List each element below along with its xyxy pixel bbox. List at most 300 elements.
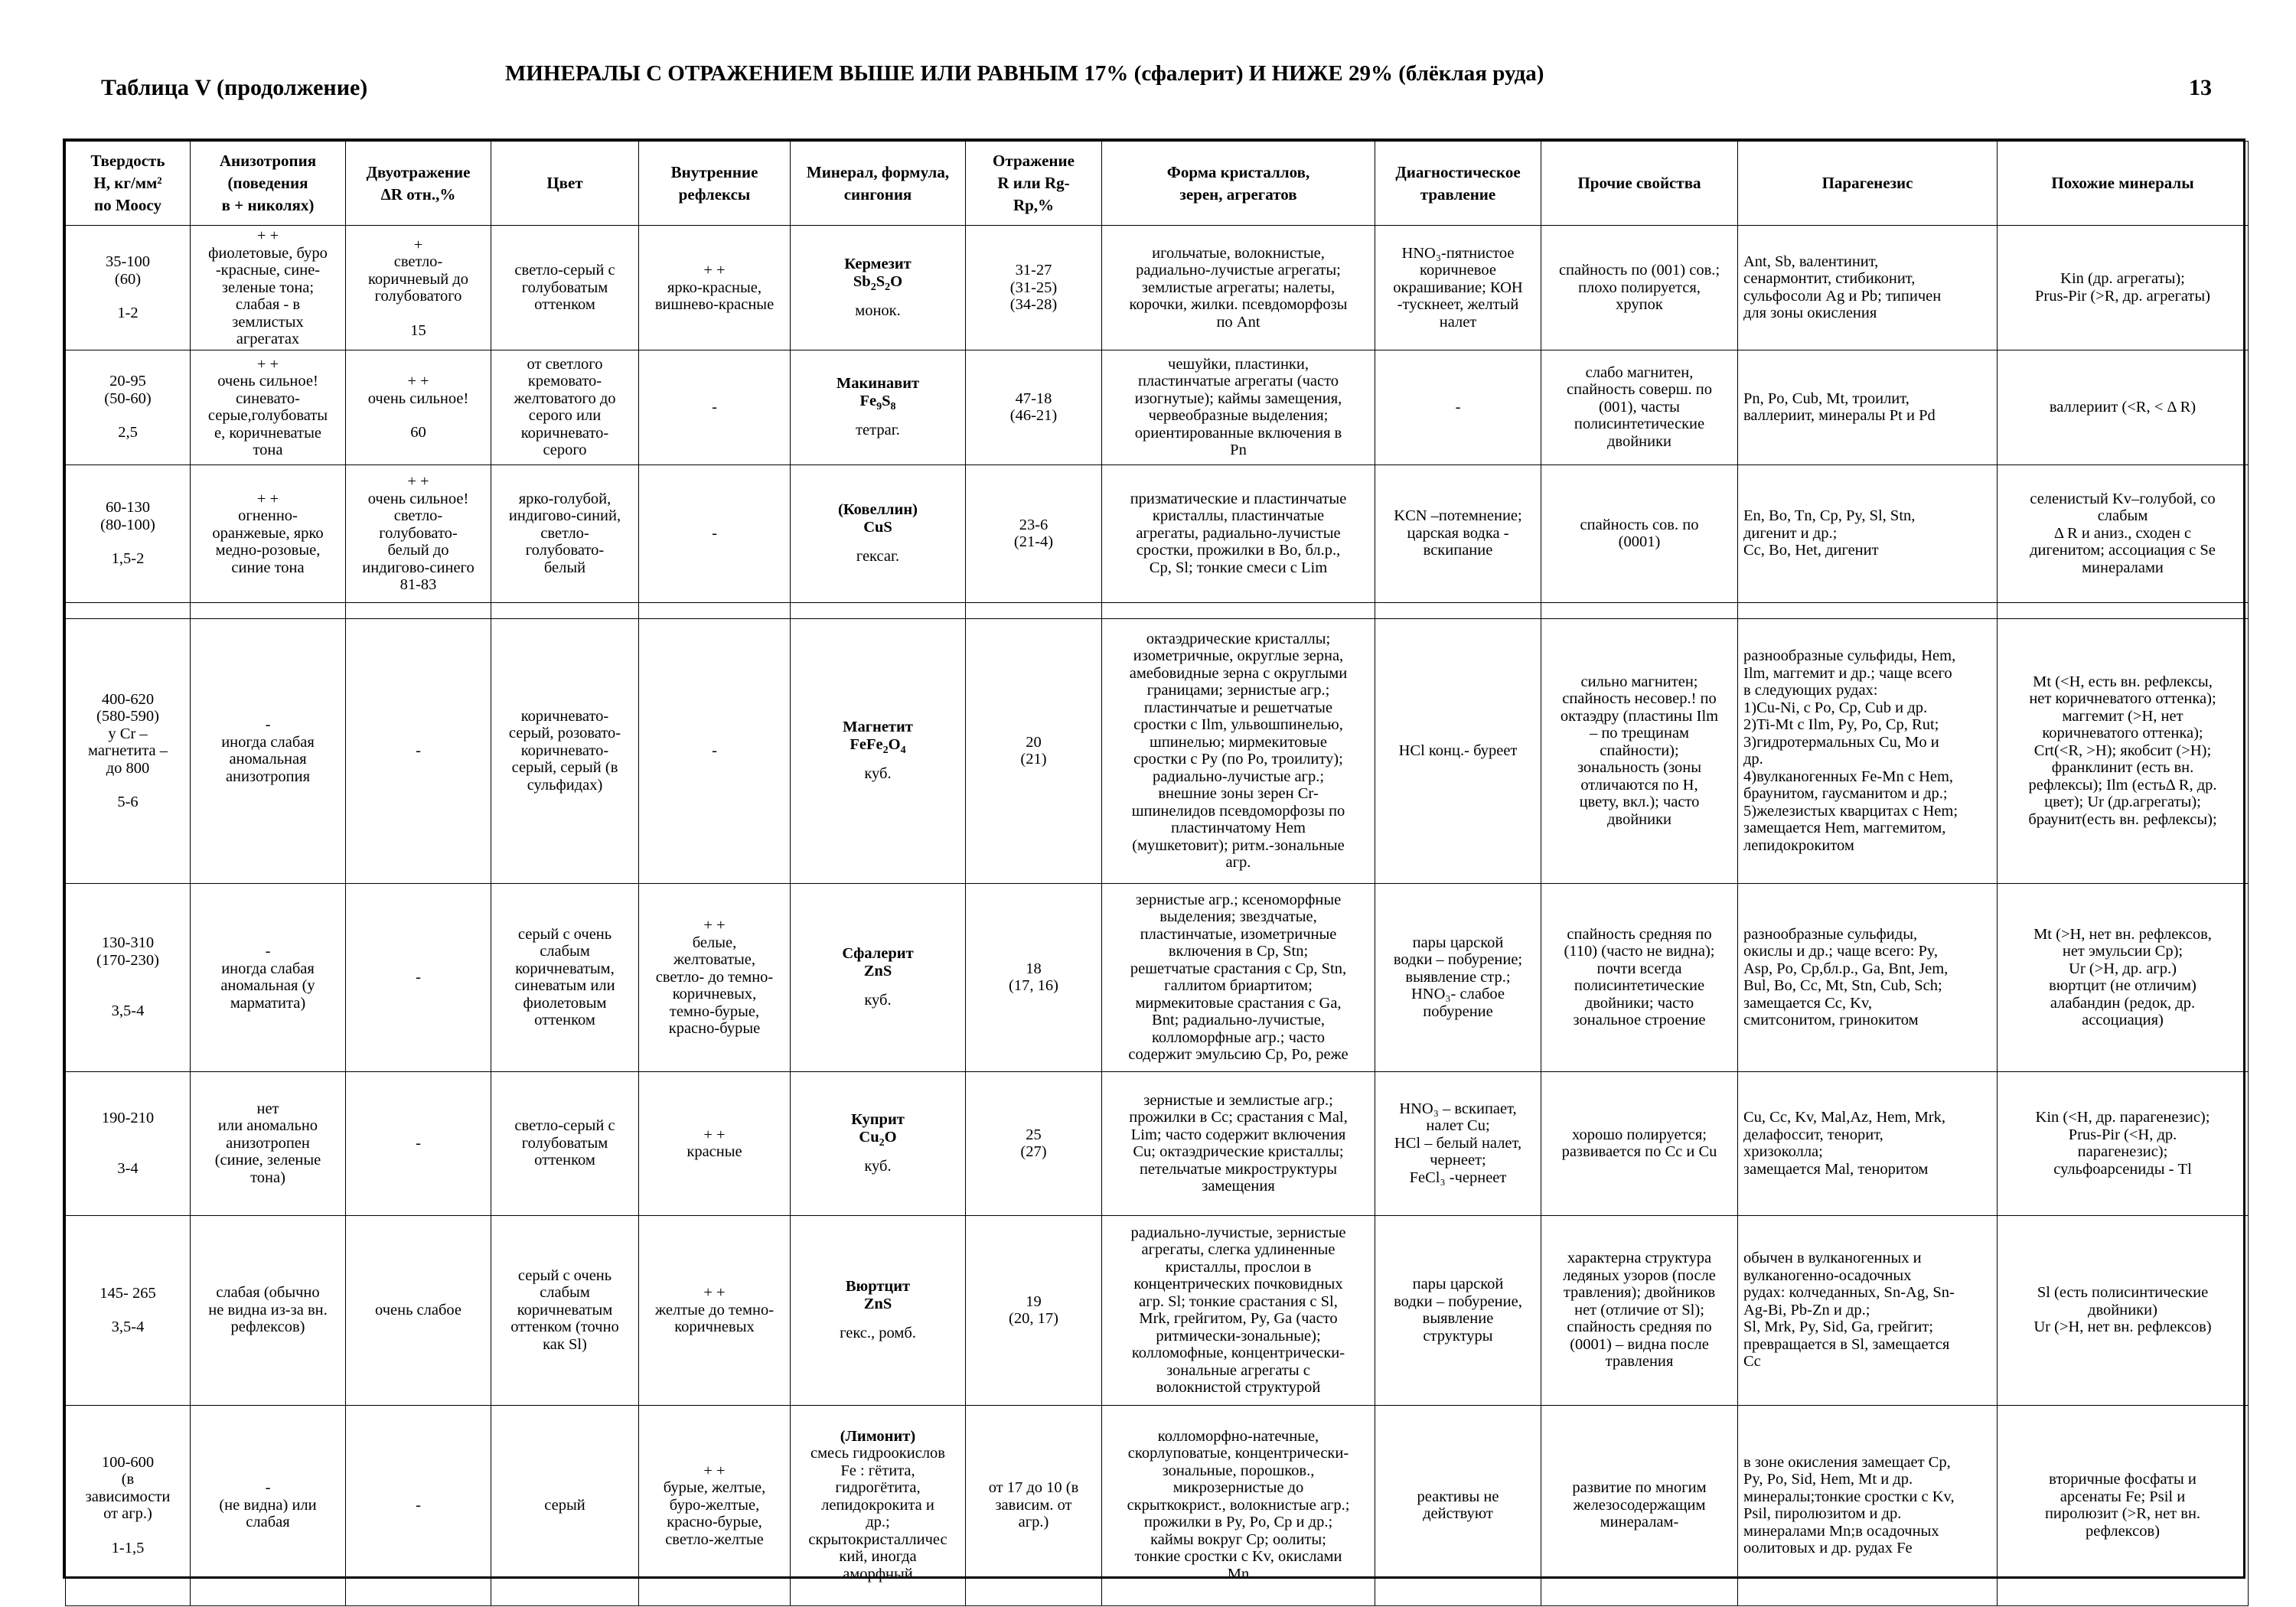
cell-line: -: [712, 742, 717, 759]
cell-line: серый, розовато-: [508, 725, 621, 742]
cell-line: спайности);: [1600, 742, 1679, 759]
cell-paragenesis: [1738, 464, 1998, 602]
cell-line: выделения; звездчатые,: [1159, 908, 1317, 925]
cell-line: серый, серый (в: [511, 759, 618, 777]
cell-line: FeCl₃ -чернеет: [1409, 1169, 1507, 1186]
cell-internal-reflexes: [639, 1405, 791, 1605]
cell-line: (17, 16): [1009, 977, 1058, 994]
cell-line: скрыткокрист., волокнистые агр.;: [1127, 1496, 1350, 1514]
cell-birefringence: [346, 1405, 491, 1605]
cell-line: синевато-: [236, 390, 300, 407]
cell-line: – по трещинам: [1589, 725, 1690, 742]
cell-color: [491, 350, 639, 464]
mineral-name: Вюртцит: [845, 1278, 911, 1296]
cell-line: светло-: [393, 253, 443, 270]
cell-line: франклинит (есть вн.: [2051, 759, 2194, 777]
cell-line: вулканогенно-осадочных: [1743, 1266, 1912, 1284]
cell-line: 20-95: [109, 373, 146, 390]
separator-cell: [1998, 602, 2249, 618]
cell-line: серый с очень: [517, 1266, 612, 1284]
cell-line: ориентированные включения в: [1134, 424, 1342, 442]
cell-line: рефлексы); Ilm (естьΔ R, др.: [2028, 776, 2217, 794]
cell-paragenesis: [1738, 226, 1998, 350]
cell-line: спайность сов. по: [1580, 516, 1699, 533]
cell-line: + +: [703, 1462, 726, 1479]
cell-line: зависим. от: [995, 1496, 1072, 1514]
cell-birefringence: [346, 618, 491, 883]
col-header-etching: [1375, 142, 1541, 226]
cell-line: Py, Po, Sid, Hem, Mt и др.: [1743, 1471, 1913, 1488]
header-line: ΔR отн.,%: [380, 184, 456, 204]
cell-line: 1-1,5: [111, 1539, 145, 1556]
cell-line: чешуйки, пластинки,: [1168, 355, 1309, 373]
cell-reflectance: [966, 618, 1102, 883]
cell-mineral: [791, 1405, 966, 1605]
cell-line: (в: [121, 1471, 135, 1488]
cell-line: замещается Hem, маггемитом,: [1743, 820, 1946, 836]
cell-line: петельчатые микроструктуры: [1139, 1160, 1338, 1178]
cell-line: Ag-Bi, Pb-Zn и др.;: [1743, 1301, 1870, 1319]
mineral-formula: [794, 736, 961, 754]
cell-line: Kin (др. агрегаты);: [2060, 270, 2185, 288]
cell-line: голубовато-: [379, 524, 458, 542]
cell-crystal-form: [1102, 1071, 1375, 1215]
header-line: Похожие минералы: [2051, 174, 2194, 192]
cell-line: минералы;тонкие сростки с Kv,: [1743, 1488, 1955, 1505]
cell-line: в следующих рудах:: [1743, 682, 1878, 699]
cell-line: -: [265, 943, 271, 960]
cell-line: фиолетовые, буро: [208, 244, 328, 262]
cell-line: (60): [114, 270, 142, 288]
cell-line: Sl, Mrk, Py, Sid, Ga, грейгит;: [1743, 1319, 1933, 1336]
cell-line: радиально-лучистые, зернистые: [1130, 1224, 1346, 1241]
cell-line: лепидокрокитом: [1743, 836, 1854, 854]
cell-anisotropy: [191, 618, 346, 883]
cell-line: светло-: [393, 507, 443, 525]
cell-line: желтоватые,: [673, 951, 756, 969]
cell-line: белый до: [387, 542, 449, 559]
cell-line: микрозернистые до: [1172, 1479, 1304, 1497]
cell-line: агр.): [1018, 1514, 1049, 1531]
cell-line: Asp, Po, Cp,бл.р., Ga, Bnt, Jem,: [1743, 960, 1949, 977]
cell-line: рефлексов): [2085, 1522, 2160, 1540]
cell-birefringence: [346, 226, 491, 350]
cell-line: индигово-синего: [362, 559, 475, 576]
cell-line: + +: [256, 355, 279, 373]
cell-line: Cu; октаэдрические кристаллы;: [1133, 1143, 1344, 1160]
cell-birefringence: [346, 464, 491, 602]
cell-line: маггемит (>H, нет: [2062, 707, 2183, 725]
cell-line: зональные, порошков.,: [1162, 1462, 1315, 1479]
cell-line: концентрических почковидных: [1133, 1276, 1343, 1292]
cell-internal-reflexes: [639, 618, 791, 883]
cell-mineral: [791, 883, 966, 1071]
cell-line: 3,5-4: [111, 1319, 145, 1335]
spacer: [70, 1143, 186, 1160]
cell-line: (21): [1020, 751, 1047, 768]
cell-line: иногда слабая: [221, 733, 315, 751]
header-line: в + николях): [221, 196, 315, 214]
cell-line: смитсонитом, гринокитом: [1743, 1012, 1919, 1028]
cell-line: голубоватым: [521, 279, 608, 296]
header-line: Внутренние: [670, 162, 758, 181]
cell-crystal-form: [1102, 226, 1375, 350]
cell-line: (80-100): [100, 516, 155, 533]
cell-line: 35-100: [105, 253, 151, 270]
cell-line: коричневых,: [672, 986, 757, 1003]
cell-line: структуры: [1423, 1327, 1493, 1345]
cell-line: браунит(есть вн. рефлексы);: [2028, 810, 2217, 828]
cell-line: анизотропия: [225, 768, 311, 785]
table-row: [66, 350, 2249, 464]
cell-line: Bnt; радиально-лучистые,: [1152, 1012, 1325, 1028]
cell-color: [491, 1405, 639, 1605]
cell-line: ярко-красные,: [667, 279, 762, 296]
mineral-description: смесь гидроокислов: [810, 1445, 945, 1462]
cell-line: -: [712, 398, 717, 416]
cell-line: внешние зоны зерен Cr-: [1158, 785, 1319, 802]
mineral-name: Сфалерит: [842, 945, 914, 963]
cell-line: 1,5-2: [111, 550, 145, 568]
cell-crystal-form: [1102, 1215, 1375, 1405]
cell-line: 5)железистых кварцитах с Hem;: [1743, 802, 1958, 820]
cell-line: водки – побурение;: [1393, 951, 1523, 969]
col-header-mineral: [791, 142, 966, 226]
formula-element: S: [876, 272, 885, 290]
cell-line: + +: [703, 1126, 726, 1143]
spacer: [70, 288, 186, 305]
cell-color: [491, 883, 639, 1071]
cell-line: пластинчатые, изометричные: [1140, 925, 1337, 943]
cell-line: дигенитом; ассоциация с Se: [2030, 542, 2216, 559]
cell-line: полисинтетические: [1574, 977, 1705, 994]
cell-line: зональные агрегаты с: [1166, 1361, 1310, 1379]
cell-birefringence: [346, 1071, 491, 1215]
cell-line: границами; зернистые агр.;: [1146, 682, 1330, 699]
cell-line: замещения: [1202, 1178, 1275, 1195]
cell-line: слабым: [540, 1284, 590, 1302]
cell-reflectance: [966, 226, 1102, 350]
cell-line: Pn: [1230, 442, 1247, 458]
cell-line: шпинелидов псевдоморфозы по: [1131, 802, 1345, 820]
separator-cell: [191, 602, 346, 618]
cell-line: др.: [1743, 751, 1763, 768]
cell-line: минералами Mn;в осадочных: [1743, 1522, 1939, 1540]
cell-line: 60-130: [105, 499, 151, 517]
cell-internal-reflexes: [639, 1071, 791, 1215]
formula-element: CuS: [863, 518, 892, 536]
crystal-system: гексаг.: [856, 548, 900, 566]
cell-line: отличаются по Н,: [1580, 776, 1698, 794]
cell-line: почти всегда: [1596, 960, 1682, 977]
cell-color: [491, 618, 639, 883]
cell-line: сростки с Ilm, ульвошпинелью,: [1133, 716, 1343, 733]
cell-line: вторичные фосфаты и: [2049, 1471, 2197, 1488]
formula-element: FeFe: [850, 735, 883, 753]
cell-line: -: [416, 968, 421, 986]
cell-color: [491, 464, 639, 602]
cell-line: Psil, пиролюзитом и др.: [1743, 1505, 1902, 1522]
col-header-other-properties: [1541, 142, 1738, 226]
cell-line: зернистые и землистые агр.;: [1143, 1091, 1333, 1109]
table-row: [66, 618, 2249, 883]
cell-line: слабым: [2097, 507, 2148, 525]
cell-etching: [1375, 1215, 1541, 1405]
cell-line: спайность соверш. по: [1567, 381, 1712, 399]
cell-line: Lim; часто содержит включения: [1130, 1126, 1346, 1143]
cell-line: е, коричневатые: [214, 424, 321, 442]
cell-line: пластинчатому Hem: [1171, 820, 1306, 836]
cell-line: нет эмульсии Cp);: [2062, 943, 2183, 960]
cell-line: слабая - в: [235, 296, 301, 313]
cell-line: оттенком: [534, 1012, 595, 1028]
crystal-system: куб.: [864, 992, 892, 1009]
cell-line: содержит эмульсию Cp, Po, реже: [1128, 1046, 1349, 1063]
cell-line: 23-6: [1019, 516, 1049, 533]
header-line: Диагностическое: [1395, 162, 1521, 181]
cell-reflectance: [966, 1215, 1102, 1405]
cell-line: пары царской: [1412, 1276, 1504, 1292]
col-header-paragenesis: [1738, 142, 1998, 226]
cell-line: развивается по Cc и Cu: [1561, 1143, 1717, 1160]
cell-line: коричневатого оттенка);: [2042, 725, 2203, 742]
mineral-description: гидрогётита,: [835, 1479, 921, 1497]
cell-line: чернеет;: [1430, 1152, 1486, 1169]
formula-element: ZnS: [863, 1295, 892, 1312]
cell-line: медно-розовые,: [215, 542, 321, 559]
cell-line: коричневое: [1420, 262, 1496, 279]
cell-line: землистые агрегаты; налеты,: [1141, 279, 1336, 296]
cell-line: серые,голубоваты: [207, 407, 328, 424]
cell-line: оттенком: [534, 1152, 595, 1169]
cell-line: октаэдру (пластины Ilm: [1560, 707, 1719, 725]
cell-anisotropy: [191, 883, 346, 1071]
cell-line: белый: [543, 559, 586, 576]
header-line: Твердость: [90, 152, 165, 170]
cell-line: радиально-лучистые агрегаты;: [1136, 262, 1341, 279]
cell-line: бурые, желтые,: [663, 1479, 766, 1497]
cell-line: колломорфно-натечные,: [1157, 1427, 1319, 1445]
cell-line: очень сильное!: [367, 490, 469, 507]
cell-line: Mt (<H, есть вн. рефлексы,: [2033, 673, 2213, 690]
cell-line: зональное строение: [1573, 1012, 1706, 1028]
cell-similar-minerals: [1998, 1405, 2249, 1605]
cell-line: рудах: колчеданных, Sn-Ag, Sn-: [1743, 1284, 1955, 1302]
col-header-similar-minerals: [1998, 142, 2249, 226]
cell-line: замещается Cc, Kv,: [1743, 994, 1872, 1012]
cell-line: арсенаты Fe; Psil и: [2060, 1488, 2186, 1505]
cell-line: агр. Sl; тонкие срастания с Sl,: [1139, 1292, 1338, 1310]
cell-line: амебовидные зерна с округлыми: [1129, 664, 1348, 682]
cell-line: магнетита –: [87, 742, 168, 759]
separator-cell: [491, 602, 639, 618]
cell-line: (50-60): [104, 390, 152, 407]
cell-line: HCl конц.- буреет: [1398, 742, 1518, 759]
cell-line: слабо магнитен,: [1585, 363, 1694, 381]
cell-similar-minerals: [1998, 226, 2249, 350]
cell-line: коричневатым: [517, 1301, 613, 1319]
cell-line: плохо полируется,: [1578, 279, 1701, 296]
spacer: [70, 986, 186, 1002]
cell-line: развитие по многим: [1572, 1479, 1707, 1497]
cell-line: радиально-лучистые агр.;: [1152, 768, 1325, 785]
mineral-description: др.;: [866, 1514, 890, 1531]
cell-line: сульфидах): [527, 776, 603, 794]
cell-line: окрашивание; КОН: [1393, 279, 1523, 296]
formula-element: S: [882, 392, 891, 409]
cell-similar-minerals: [1998, 350, 2249, 464]
cell-line: кристаллы, прослои в: [1165, 1258, 1312, 1276]
separator-cell: [791, 602, 966, 618]
cell-line: кремовато-: [527, 373, 602, 390]
cell-line: (мушкетовит); ритм.-зональные: [1132, 836, 1345, 854]
crystal-system: куб.: [864, 1158, 892, 1175]
cell-line: галлитом бриартитом;: [1164, 977, 1313, 994]
cell-crystal-form: [1102, 618, 1375, 883]
cell-reflectance: [966, 883, 1102, 1071]
cell-line: решетчатые срастания с Cp, Stn,: [1130, 960, 1347, 977]
spacer: [70, 1126, 186, 1143]
cell-line: оолитовых и др. рудах Fe: [1743, 1540, 1913, 1556]
cell-line: + +: [256, 227, 279, 244]
cell-line: тона: [253, 442, 283, 458]
cell-line: изометричные, округлые зерна,: [1133, 647, 1344, 664]
col-header-color: [491, 142, 639, 226]
cell-line: сростки с Py (по Po, троилиту);: [1133, 751, 1343, 768]
cell-line: цвету, вкл.); часто: [1579, 794, 1700, 811]
cell-line: полисинтетические: [1574, 416, 1705, 433]
cell-line: серого: [543, 442, 587, 458]
crystal-system: монок.: [855, 302, 901, 319]
cell-line: огненно-: [238, 507, 298, 525]
cell-line: мирмекитовые срастания с Ga,: [1135, 994, 1342, 1012]
mineral-name: (Лимонит): [840, 1427, 916, 1445]
cell-line: двойники; часто: [1584, 994, 1694, 1012]
cell-line: пиролюзит (>R, нет вн.: [2044, 1505, 2201, 1522]
cell-line: тонкие сростки с Kv, окислами: [1134, 1548, 1342, 1566]
cell-line: цвет); Ur (др.агрегаты);: [2044, 794, 2201, 811]
cell-line: алабандин (редок, др.: [2050, 994, 2196, 1012]
cell-paragenesis: [1738, 1071, 1998, 1215]
cell-line: спайность несовер.! по: [1562, 690, 1717, 708]
cell-line: светло- до темно-: [655, 968, 774, 986]
cell-line: для зоны окисления: [1743, 305, 1877, 322]
cell-hardness: [66, 1071, 191, 1215]
cell-line: 2,5: [118, 424, 138, 442]
cell-line: (31-25): [1009, 279, 1058, 296]
cell-line: валлериит (<R, < Δ R): [2049, 398, 2197, 416]
cell-line: сростки, прожилки в Bo, бл.р.,: [1136, 542, 1341, 559]
formula-element: O: [890, 272, 903, 290]
cell-line: (110) (часто не видна);: [1564, 943, 1715, 960]
cell-line: зернистые агр.; ксеноморфные: [1135, 891, 1342, 908]
cell-line: коричневатым,: [515, 960, 615, 977]
cell-other-properties: [1541, 618, 1738, 883]
header-line: Отражение: [993, 152, 1075, 170]
cell-line: -: [265, 1479, 271, 1497]
cell-line: характерна структура: [1567, 1250, 1712, 1267]
cell-line: -: [265, 716, 271, 733]
cell-line: спайность средняя по: [1567, 925, 1712, 943]
header-line: Анизотропия: [219, 152, 317, 170]
cell-line: аномальная (у: [220, 977, 315, 994]
spacer: [350, 407, 487, 424]
mineral-name: Макинавит: [836, 375, 920, 393]
cell-line: двойники): [2088, 1301, 2157, 1319]
cell-line: рефлексов): [230, 1319, 305, 1336]
cell-line: призматические и пластинчатые: [1130, 490, 1347, 507]
cell-anisotropy: [191, 1215, 346, 1405]
spacer: [70, 1523, 186, 1540]
header-line: зерен, агрегатов: [1179, 184, 1297, 204]
cell-line: 15: [410, 321, 426, 339]
cell-line: 145- 265: [99, 1284, 156, 1302]
cell-line: вюртцит (не отличим): [2049, 977, 2197, 994]
cell-line: светло-: [540, 524, 589, 542]
cell-etching: [1375, 464, 1541, 602]
separator-cell: [66, 602, 191, 618]
cell-line: анизотропен: [226, 1134, 310, 1152]
cell-line: разнообразные сульфиды, Hem,: [1743, 647, 1956, 664]
formula-element: Sb: [853, 272, 871, 290]
cell-line: HNO₃- слабое: [1411, 986, 1505, 1003]
cell-line: Cp, Sl; тонкие смеси с Lim: [1149, 559, 1328, 576]
table-row: [66, 1405, 2249, 1605]
cell-internal-reflexes: [639, 226, 791, 350]
cell-line: по Ant: [1216, 313, 1261, 331]
cell-line: выявление: [1422, 1310, 1494, 1327]
cell-line: травления: [1605, 1353, 1674, 1371]
cell-line: слабым: [540, 943, 590, 960]
cell-similar-minerals: [1998, 883, 2249, 1071]
cell-line: Δ R и аниз., сходен с: [2053, 524, 2192, 542]
cell-other-properties: [1541, 1405, 1738, 1605]
cell-line: 4)вулканогенных Fe-Mn с Hem,: [1743, 768, 1954, 785]
cell-line: коричневато-: [520, 424, 609, 442]
cell-line: водки – побурение,: [1394, 1292, 1522, 1310]
mineral-formula: [794, 963, 961, 980]
cell-line: голубоватым: [521, 1134, 608, 1152]
cell-similar-minerals: [1998, 1215, 2249, 1405]
cell-birefringence: [346, 350, 491, 464]
cell-line: голубоватого: [374, 288, 462, 305]
spacer: [70, 777, 186, 794]
cell-line: буро-желтые,: [669, 1496, 760, 1514]
cell-other-properties: [1541, 883, 1738, 1071]
cell-line: вскипание: [1423, 542, 1493, 559]
header-line: R или Rg-: [997, 174, 1070, 192]
header-line: рефлексы: [678, 184, 751, 204]
cell-birefringence: [346, 1215, 491, 1405]
cell-etching: [1375, 618, 1541, 883]
cell-line: двойники: [1606, 810, 1672, 828]
cell-line: темно-бурые,: [669, 1002, 760, 1020]
separator-cell: [1541, 602, 1738, 618]
cell-other-properties: [1541, 1215, 1738, 1405]
cell-line: (170-230): [96, 951, 159, 969]
cell-line: (0001) – видна после: [1570, 1335, 1709, 1353]
header-line: Парагенезис: [1821, 174, 1913, 192]
cell-line: Bul, Bo, Cc, Mt, Stn, Cub, Sch;: [1743, 977, 1942, 994]
cell-hardness: [66, 1215, 191, 1405]
cell-line: колломорфные агр.; часто: [1151, 1028, 1326, 1046]
col-header-crystal-form: [1102, 142, 1375, 226]
cell-line: En, Bo, Tn, Cp, Py, Sl, Stn,: [1743, 507, 1916, 525]
col-header-anisotropy: [191, 142, 346, 226]
cell-line: белые,: [692, 934, 737, 951]
cell-line: дигенит и др.;: [1743, 524, 1838, 542]
cell-paragenesis: [1738, 350, 1998, 464]
